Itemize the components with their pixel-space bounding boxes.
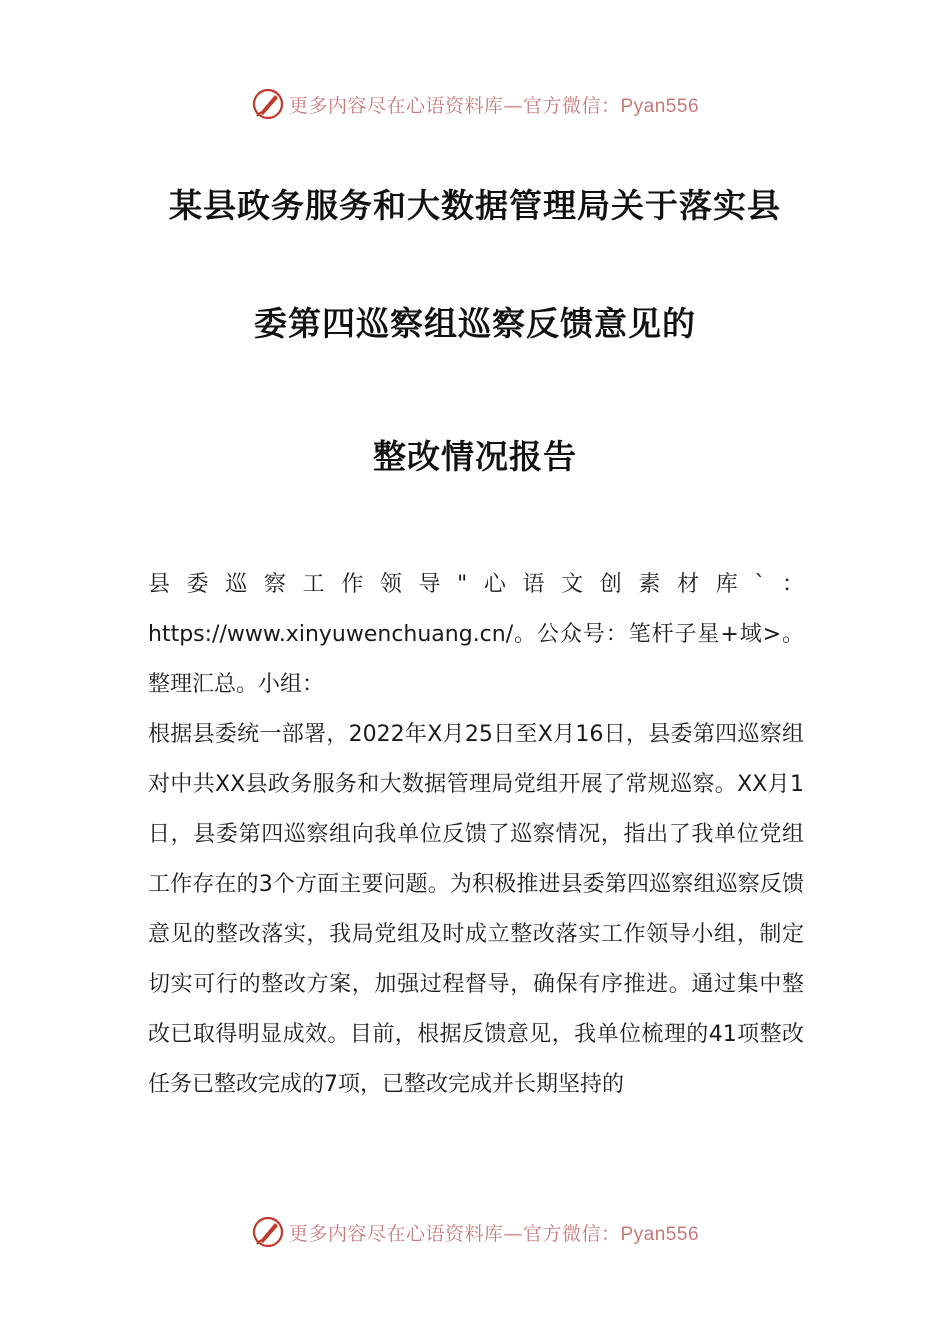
header-banner-handle: Pyan556 (620, 95, 700, 117)
footer-banner-handle: Pyan556 (620, 1223, 700, 1245)
header-banner (0, 84, 950, 124)
quill-pen-logo-icon (251, 1215, 285, 1249)
intro-paragraph: 县委巡察工作领导"心语文创素材库`：https://www.xinyuwenchuang.cn/。公众号：笔杆子星+域>。整理汇总。小组： (148, 572, 804, 697)
main-paragraph: 根据县委统一部署，2022年X月25日至X月16日，县委第四巡察组对中共XX县政务服务和大数据管理局党组开展了常规巡察。XX月1日，县委第四巡察组向我单位反馈了巡察情况，指出了我单位党组工作存在的3个方面主要问题。为积极推进县委第四巡察组巡察反馈意见的整改落实，我局党组及时成立整改落实工作领导小组，制定切实可行的整改方案，加强过程督导，确保有序推进。通过集中整改已取得明显成效。目前，根据反馈意见，我单位梳理的41项整改任务已整改完成的7项，已整改完成并长期坚持的 (148, 722, 804, 1097)
quill-pen-logo-icon (251, 87, 285, 121)
footer-banner-text: 更多内容尽在心语资料库—官方微信：Pyan556 (288, 1222, 700, 1245)
footer-banner (0, 1212, 950, 1252)
document-title-line-2: 委第四巡察组巡察反馈意见的 (254, 304, 696, 343)
document-body (148, 560, 804, 1110)
document-title-line-1: 某县政务服务和大数据管理局关于落实县 (169, 186, 781, 225)
header-banner-text: 更多内容尽在心语资料库—官方微信：Pyan556 (288, 94, 700, 117)
document-title-line-3: 整改情况报告 (373, 437, 577, 476)
